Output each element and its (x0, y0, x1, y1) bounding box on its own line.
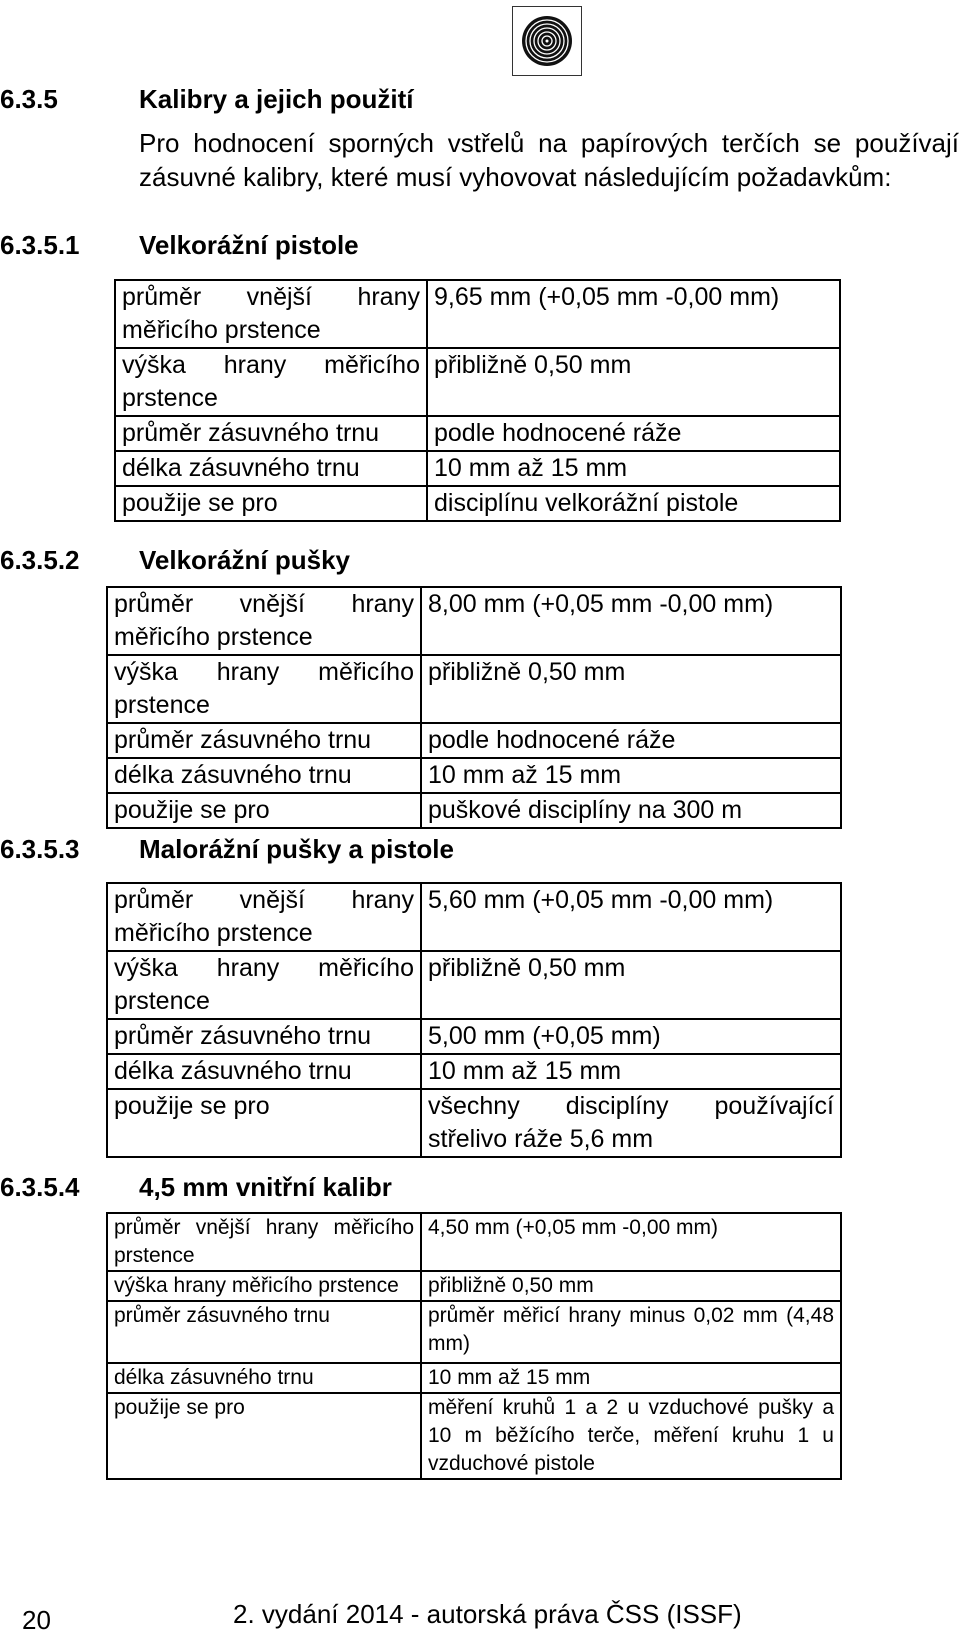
row-label: průměr vnější hrany měřicího prstence (115, 280, 427, 348)
table-row (107, 793, 841, 828)
table-row (107, 758, 841, 793)
row-label: použije se pro (115, 486, 427, 521)
table-row (115, 348, 840, 416)
subsection-title: Velkorážní pušky (139, 545, 350, 575)
section-intro: Pro hodnocení sporných vstřelů na papírových terčích se používají zásuvné kalibry, které musí vyhovovat následujícím požadavkům: (139, 128, 959, 192)
row-value: 5,60 mm (+0,05 mm -0,00 mm) (421, 883, 841, 951)
row-value: 10 mm až 15 mm (421, 758, 841, 793)
row-value: podle hodnocené ráže (427, 416, 840, 451)
row-value: 4,50 mm (+0,05 mm -0,00 mm) (421, 1213, 841, 1271)
row-label: použije se pro (107, 1393, 421, 1479)
spec-table-vnitrni-kalibr (106, 1212, 842, 1480)
row-value: 5,00 mm (+0,05 mm) (421, 1019, 841, 1054)
row-label: délka zásuvného trnu (115, 451, 427, 486)
table-row (107, 723, 841, 758)
row-label: použije se pro (107, 1089, 421, 1157)
table-row (107, 1019, 841, 1054)
table-row (107, 655, 841, 723)
row-label: průměr zásuvného trnu (107, 1019, 421, 1054)
table-row (115, 280, 840, 348)
table-row (107, 951, 841, 1019)
table-row (107, 1271, 841, 1301)
row-label: délka zásuvného trnu (107, 758, 421, 793)
row-value: 10 mm až 15 mm (427, 451, 840, 486)
row-value: disciplínu velkorážní pistole (427, 486, 840, 521)
spec-table-velkorazni-pistole (114, 279, 841, 522)
row-value: 9,65 mm (+0,05 mm -0,00 mm) (427, 280, 840, 348)
row-value: 8,00 mm (+0,05 mm -0,00 mm) (421, 587, 841, 655)
table-row (107, 1393, 841, 1479)
row-value: puškové disciplíny na 300 m (421, 793, 841, 828)
row-value: měření kruhů 1 a 2 u vzduchové pušky a 10 m běžícího terče, měření kruhu 1 u vzduchové pistole (421, 1393, 841, 1479)
table-row (107, 1054, 841, 1089)
target-logo-icon (512, 6, 582, 76)
row-label: výška hrany měřicího prstence (107, 655, 421, 723)
row-label: průměr vnější hrany měřicího prstence (107, 883, 421, 951)
table-row (115, 416, 840, 451)
subsection-number: 6.3.5.4 (0, 1172, 80, 1202)
subsection-number: 6.3.5.3 (0, 834, 80, 864)
table-row (107, 1213, 841, 1271)
spec-table-velkorazni-pusky (106, 586, 842, 829)
row-value: průměr měřicí hrany minus 0,02 mm (4,48 mm) (421, 1301, 841, 1363)
row-label: průměr zásuvného trnu (107, 723, 421, 758)
row-label: výška hrany měřicího prstence (107, 1271, 421, 1301)
row-value: 10 mm až 15 mm (421, 1363, 841, 1393)
subsection-title: 4,5 mm vnitřní kalibr (139, 1172, 392, 1202)
row-value: přibližně 0,50 mm (421, 951, 841, 1019)
subsection-number: 6.3.5.2 (0, 545, 80, 575)
row-label: průměr zásuvného trnu (107, 1301, 421, 1363)
table-row (115, 451, 840, 486)
spec-table-malorazni-pusky-pistole (106, 882, 842, 1158)
table-row (107, 587, 841, 655)
row-value: přibližně 0,50 mm (421, 655, 841, 723)
subsection-title: Velkorážní pistole (139, 230, 359, 260)
table-row (107, 883, 841, 951)
row-label: délka zásuvného trnu (107, 1363, 421, 1393)
subsection-number: 6.3.5.1 (0, 230, 80, 260)
row-label: výška hrany měřicího prstence (107, 951, 421, 1019)
row-value: přibližně 0,50 mm (427, 348, 840, 416)
row-label: průměr zásuvného trnu (115, 416, 427, 451)
row-value: všechny disciplíny používající střelivo ráže 5,6 mm (421, 1089, 841, 1157)
row-label: výška hrany měřicího prstence (115, 348, 427, 416)
row-value: podle hodnocené ráže (421, 723, 841, 758)
row-label: použije se pro (107, 793, 421, 828)
row-value: přibližně 0,50 mm (421, 1271, 841, 1301)
section-title: Kalibry a jejich použití (139, 84, 414, 114)
page-number: 20 (22, 1605, 51, 1635)
target-rings-icon (513, 7, 581, 75)
table-row (107, 1089, 841, 1157)
subsection-title: Malorážní pušky a pistole (139, 834, 454, 864)
row-label: délka zásuvného trnu (107, 1054, 421, 1089)
footer-edition: 2. vydání 2014 - autorská práva ČSS (ISSF) (233, 1599, 742, 1629)
table-row (107, 1301, 841, 1363)
table-row (115, 486, 840, 521)
row-label: průměr vnější hrany měřicího prstence (107, 1213, 421, 1271)
section-number: 6.3.5 (0, 84, 58, 114)
table-row (107, 1363, 841, 1393)
row-label: průměr vnější hrany měřicího prstence (107, 587, 421, 655)
row-value: 10 mm až 15 mm (421, 1054, 841, 1089)
